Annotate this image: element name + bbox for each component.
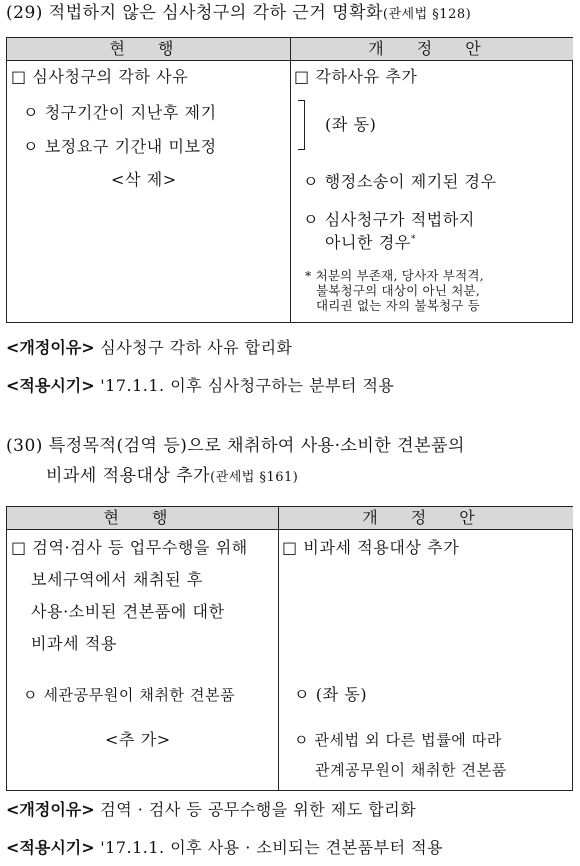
section-29-same-label: (좌 동): [325, 115, 377, 134]
section-30-revised-item-2-line-2: 관계공무원이 채취한 견본품: [315, 761, 507, 779]
section-29-reason-text: 심사청구 각하 사유 합리화: [100, 338, 293, 357]
section-29-title: [6, 2, 471, 26]
section-29-revised-item-2-cont: [325, 232, 416, 254]
section-29-timing-label: <적용시기>: [6, 376, 95, 395]
section-30-title-line-1: (30) 특정목적(검역 등)으로 채취하여 사용·소비한 견본품의: [6, 436, 465, 456]
section-30-add-label: <추 가>: [105, 730, 171, 749]
section-29-current-item-2: ㅇ 보정요구 기간내 미보정: [23, 137, 217, 156]
section-30-law-ref: (관세법 §161): [210, 470, 299, 485]
section-30-current-item-1: ㅇ 세관공무원이 채취한 견본품: [23, 686, 236, 704]
section-30-timing-label: <적용시기>: [6, 838, 95, 857]
section-29-note-line-1: * 처분의 부존재, 당사자 부적격,: [305, 268, 484, 283]
section-29-divider: [290, 38, 291, 322]
section-30-revised-item-2-line-1: ㅇ 관세법 외 다른 법률에 따라: [294, 731, 502, 749]
section-29-bracket: [298, 100, 305, 150]
section-30-table: [6, 506, 573, 791]
section-29-table: [6, 37, 573, 323]
section-29-note-mark: *: [410, 234, 417, 245]
section-29-title-text: (29) 적법하지 않은 심사청구의 각하 근거 명확화: [6, 3, 383, 23]
section-29-revised-item-1: ㅇ 행정소송이 제기된 경우: [303, 172, 497, 191]
section-29-current-item-1: ㅇ 청구기간이 지난후 제기: [23, 103, 217, 122]
section-29-timing: [6, 375, 394, 397]
section-30-reason: [6, 799, 416, 821]
section-30-timing-text: '17.1.1. 이후 사용 · 소비되는 견본품부터 적용: [100, 838, 444, 857]
section-30-reason-text: 검역 · 검사 등 공무수행을 위한 제도 합리화: [100, 800, 417, 819]
section-29-timing-text: '17.1.1. 이후 심사청구하는 분부터 적용: [100, 376, 395, 395]
section-29-current-main: □ 심사청구의 각하 사유: [11, 67, 189, 86]
section-30-revised-item-1: ㅇ (좌 동): [294, 685, 368, 704]
section-29-revised-item-2-line-2: 아니한 경우: [325, 233, 411, 252]
section-29-delete-label: <삭 제>: [111, 170, 177, 189]
section-30-header-revised: 개 정 안: [278, 507, 573, 530]
section-29-note-line-3: 대리권 없는 자의 불복청구 등: [316, 298, 480, 313]
section-30-title-line-2-text: 비과세 적용대상 추가: [46, 466, 211, 486]
section-29-header-revised: 개 정 안: [290, 38, 573, 61]
section-30-reason-label: <개정이유>: [6, 800, 95, 819]
section-30-current-main-line-2: 보세구역에서 채취된 후: [31, 570, 203, 589]
section-30-current-main-line-1: □ 검역·검사 등 업무수행을 위해: [11, 538, 248, 557]
section-30-timing: [6, 837, 443, 859]
section-30-current-main-line-3: 사용·소비된 견본품에 대한: [31, 602, 225, 621]
section-29-law-ref: (관세법 §128): [382, 7, 472, 22]
section-29-reason-label: <개정이유>: [6, 338, 95, 357]
section-29-reason: [6, 337, 293, 359]
section-29-header-current: 현 행: [7, 38, 290, 61]
section-30-revised-main: □ 비과세 적용대상 추가: [282, 538, 460, 557]
section-29-revised-main: □ 각하사유 추가: [294, 67, 418, 86]
section-29-revised-item-2-line-1: ㅇ 심사청구가 적법하지: [303, 210, 475, 229]
section-30-divider: [278, 507, 279, 790]
section-29-revised-item-2: [303, 209, 475, 231]
section-30-title-line-2: [46, 465, 298, 489]
section-30-header-current: 현 행: [7, 507, 278, 530]
section-29-note-line-2: 불복청구의 대상이 아닌 처분,: [316, 283, 480, 298]
section-30-current-main-line-4: 비과세 적용: [31, 634, 117, 653]
